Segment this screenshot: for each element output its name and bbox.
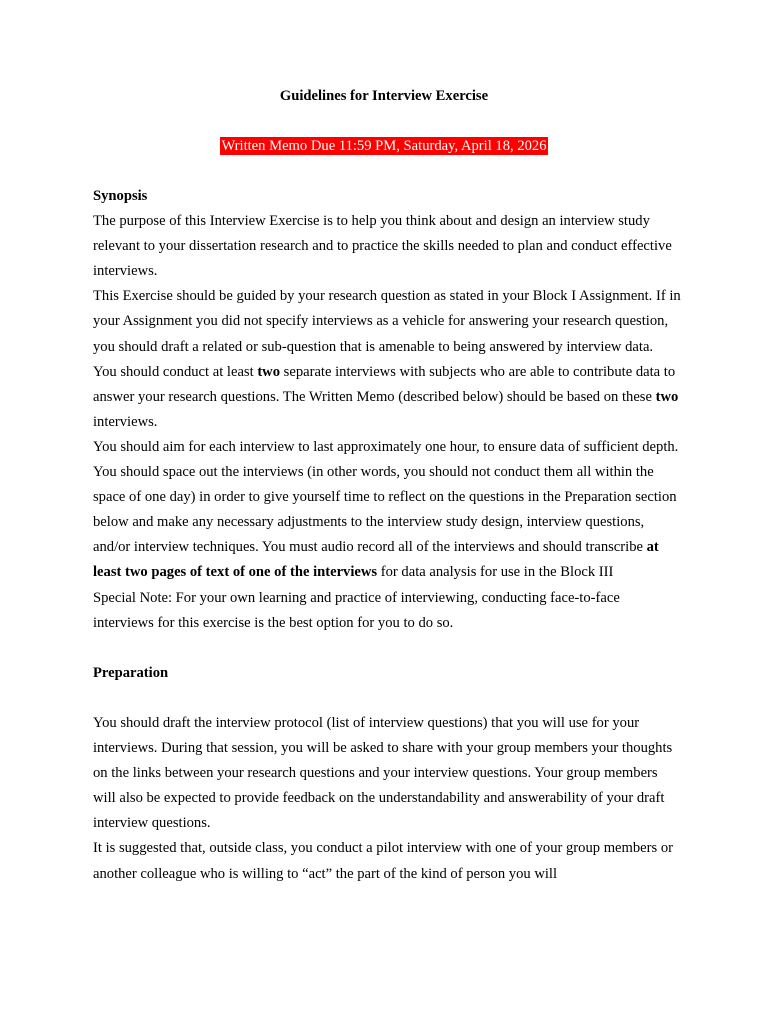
due-notice-text: Written Memo Due 11:59 PM, Saturday, April 18, 2026 [221, 138, 547, 154]
document-body [93, 184, 683, 887]
p3-bold-two-2: two [655, 388, 679, 405]
synopsis-paragraph-5: Special Note: For your own learning and practice of interviewing, conducting face-to-face interviews for this exercise is the best option for you to do so. [93, 589, 620, 631]
p3-part-e: interviews. [93, 413, 158, 430]
p3-part-a: You should conduct at least [93, 363, 258, 380]
spacer [93, 636, 683, 661]
p4-bold-transcribe: at least two pages of text of one of the interviews [93, 539, 659, 581]
synopsis-paragraph-4 [93, 435, 683, 586]
synopsis-paragraph-1: The purpose of this Interview Exercise is to help you think about and design an interview study relevant to your dissertation research and to practice the skills needed to plan and conduct effective interviews. [93, 213, 672, 280]
preparation-paragraph-2: It is suggested that, outside class, you conduct a pilot interview with one of your group members or another colleague who is willing to “act” the part of the kind of person you will [93, 840, 673, 882]
synopsis-paragraph-2: This Exercise should be guided by your research question as stated in your Block I Assignment. If in your Assignment you did not specify interviews as a vehicle for answering your research question, you should draft a related or sub-question that is amenable to being answered by interview data. [93, 288, 681, 355]
p4-part-c: for data analysis for use in the Block III [377, 564, 614, 581]
p4-part-a: You should aim for each interview to last approximately one hour, to ensure data of sufficient depth. You should space out the interviews (in other words, you should not conduct them all within the space of one day) in order to give yourself time to reflect on the questions in the Preparation section below and make any necessary adjustments to the interview study design, interview questions, and/or interview techniques. You must audio record all of the interviews and should transcribe [93, 438, 679, 556]
preparation-heading: Preparation [93, 664, 169, 681]
due-notice [93, 134, 675, 159]
document-title: Guidelines for Interview Exercise [279, 88, 489, 104]
preparation-paragraph-1: You should draft the interview protocol (list of interview questions) that you will use for your interviews. During that session, you will be asked to share with your group members your thoughts on the links between your research questions and your interview questions. Your group members will also be expected to provide feedback on the understandability and answerability of your draft interview questions. [93, 714, 673, 832]
p3-bold-two-1: two [257, 363, 281, 380]
p3-part-c: separate interviews with subjects who are able to contribute data to answer your research questions. The Written Memo (described below) should be based on these [93, 363, 676, 405]
synopsis-heading: Synopsis [93, 188, 148, 204]
spacer [93, 686, 683, 711]
synopsis-paragraph-3 [93, 360, 683, 435]
